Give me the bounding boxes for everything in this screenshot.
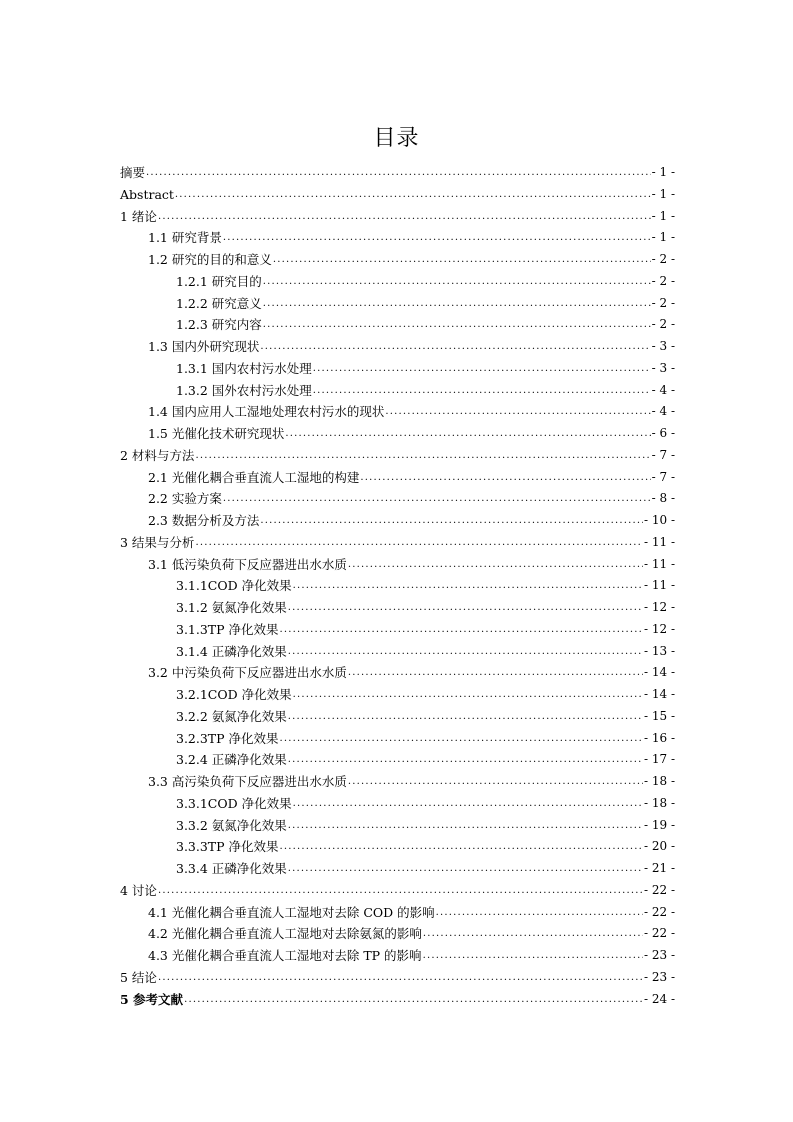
toc-entry[interactable] [120,945,675,967]
toc-dot-leader [223,488,651,510]
toc-entry-label: 1.3 国内外研究现状 [148,339,260,354]
toc-entry[interactable] [120,423,675,445]
toc-entry-page-number: - 20 - [643,839,675,854]
toc-entry-page-number: - 1 - [651,165,675,179]
toc-entry-page-number: - 11 - [643,578,675,593]
toc-entry[interactable] [120,554,675,576]
toc-entry-label: 3.3.2 氨氮净化效果 [176,817,287,833]
toc-entry-label: 1 绪论 [120,208,157,224]
toc-dot-leader [158,206,651,228]
toc-entry-label: 3.2.4 正磷净化效果 [176,752,287,768]
toc-entry-label: 3 结果与分析 [120,534,195,550]
toc-entry-page-number: - 12 - [643,621,675,636]
toc-entry-label: 3.2.1COD 净化效果 [176,687,292,702]
toc-entry[interactable] [120,836,675,858]
toc-dot-leader [293,575,643,597]
toc-entry[interactable] [120,401,675,423]
toc-entry-label: 1.3.1 国内农村污水处理 [176,360,312,376]
toc-dot-leader [195,445,650,467]
toc-entry-label: 1.2.2 研究意义 [176,295,262,311]
toc-dot-leader [273,249,651,271]
toc-entry-page-number: - 7 - [651,447,675,462]
toc-dot-leader [348,662,643,684]
toc-dot-leader [360,467,650,489]
toc-dot-leader [423,945,643,967]
toc-entry[interactable] [120,858,675,880]
toc-dot-leader [288,815,643,837]
toc-entry[interactable] [120,532,675,554]
toc-dot-leader [184,989,643,1011]
toc-entry-label: 1.3.2 国外农村污水处理 [176,382,312,398]
toc-entry-page-number: - 4 - [651,382,675,397]
toc-entry[interactable] [120,967,675,989]
toc-entry[interactable] [120,314,675,336]
toc-entry-page-number: - 3 - [651,360,675,375]
toc-dot-leader [313,358,651,380]
toc-entry-label: 3.1 低污染负荷下反应器进出水水质 [148,556,347,572]
toc-entry[interactable] [120,184,675,206]
toc-entry-page-number: - 11 - [643,534,675,549]
toc-entry-label: 2 材料与方法 [120,447,195,463]
toc-entry-page-number: - 22 - [643,904,675,919]
toc-dot-leader [280,836,643,858]
toc-entry-label: 2.1 光催化耦合垂直流人工湿地的构建 [148,469,360,485]
toc-entry-label: 3.3.1COD 净化效果 [176,795,292,811]
toc-entry[interactable] [120,206,675,228]
toc-entry[interactable] [120,815,675,837]
toc-entry-page-number: - 1 - [651,230,675,245]
toc-dot-leader [158,880,643,902]
toc-entry-label: 1.2.3 研究内容 [176,317,262,333]
toc-dot-leader [436,902,643,924]
toc-entry-page-number: - 17 - [643,752,675,767]
toc-entry-label: 4.1 光催化耦合垂直流人工湿地对去除 COD 的影响 [148,904,435,920]
toc-dot-leader [158,967,643,989]
toc-dot-leader [385,401,650,423]
toc-entry-page-number: - 13 - [643,643,675,658]
toc-entry[interactable] [120,249,675,271]
toc-entry-page-number: - 23 - [643,948,675,962]
toc-entry[interactable] [120,336,675,358]
toc-entry-label: 2.2 实验方案 [148,491,222,507]
toc-dot-leader [263,293,651,315]
toc-dot-leader [263,271,651,293]
toc-entry-page-number: - 2 - [651,273,675,288]
toc-entry[interactable] [120,597,675,619]
toc-dot-leader [280,728,643,750]
toc-entry-label: 1.2.1 研究目的 [176,273,262,289]
toc-entry-label: 5 参考文献 [120,991,184,1007]
toc-entry-page-number: - 1 - [651,208,675,223]
toc-dot-leader [288,706,643,728]
toc-entry[interactable] [120,619,675,641]
toc-entry-page-number: - 22 - [643,926,675,941]
toc-entry[interactable] [120,728,675,750]
toc-entry-page-number: - 21 - [643,861,675,875]
toc-dot-leader [348,771,643,793]
toc-dot-leader [348,554,643,576]
toc-entry-label: 1.4 国内应用人工湿地处理农村污水的现状 [148,404,385,420]
toc-entry-page-number: - 4 - [651,404,675,419]
toc-entry[interactable] [120,771,675,793]
toc-dot-leader [288,749,643,771]
toc-entry-page-number: - 1 - [651,186,675,201]
toc-dot-leader [293,684,643,706]
toc-entry[interactable] [120,162,675,184]
toc-entry-page-number: - 15 - [643,708,675,723]
toc-entry-label: 4.2 光催化耦合垂直流人工湿地对去除氨氮的影响 [148,926,422,942]
page-title: 目录 [373,126,420,151]
toc-entry[interactable] [120,902,675,924]
toc-entry-page-number: - 16 - [643,730,675,745]
toc-entry-page-number: - 12 - [643,600,675,614]
toc-dot-leader [195,532,643,554]
toc-entry-page-number: - 2 - [651,317,675,332]
toc-entry-label: 1.1 研究背景 [148,230,222,246]
toc-entry-label: 3.1.4 正磷净化效果 [176,643,287,659]
toc-entry[interactable] [120,380,675,402]
toc-entry[interactable] [120,641,675,663]
toc-entry-label: 5 结论 [120,969,157,985]
toc-dot-leader [260,336,650,358]
toc-entry-page-number: - 22 - [643,882,675,897]
toc-entry-label: 摘要 [120,165,146,180]
toc-entry[interactable] [120,467,675,489]
toc-entry[interactable] [120,923,675,945]
toc-entry-page-number: - 10 - [643,513,675,527]
toc-dot-leader [423,923,643,945]
toc-entry[interactable] [120,706,675,728]
toc-entry-label: 4.3 光催化耦合垂直流人工湿地对去除 TP 的影响 [148,948,422,963]
toc-entry[interactable] [120,662,675,684]
toc-dot-leader [263,314,651,336]
toc-dot-leader [175,184,651,206]
toc-entry-page-number: - 23 - [643,969,675,984]
toc-entry-page-number: - 3 - [651,339,675,353]
toc-entry-page-number: - 18 - [643,795,675,810]
toc-entry-label: 3.2 中污染负荷下反应器进出水水质 [148,665,347,681]
toc-entry-page-number: - 6 - [651,426,675,440]
toc-entry-page-number: - 19 - [643,817,675,832]
toc-entry-page-number: - 8 - [651,491,675,506]
toc-dot-leader [260,510,643,532]
toc-entry[interactable] [120,510,675,532]
toc-entry-label: 3.3.3TP 净化效果 [176,839,279,855]
toc-entry[interactable] [120,293,675,315]
toc-entry-label: 3.3 高污染负荷下反应器进出水水质 [148,774,347,789]
toc-entry-page-number: - 24 - [643,991,675,1006]
toc-entry-label: 3.1.3TP 净化效果 [176,621,279,637]
toc-entry-page-number: - 7 - [651,469,675,484]
toc-entry[interactable] [120,749,675,771]
toc-entry-label: 3.2.3TP 净化效果 [176,730,279,746]
toc-dot-leader [293,793,643,815]
toc-entry[interactable] [120,358,675,380]
toc-entry[interactable] [120,271,675,293]
toc-entry-label: 1.5 光催化技术研究现状 [148,426,285,441]
toc-entry-label: 2.3 数据分析及方法 [148,513,260,528]
toc-entry-label: Abstract [120,186,174,202]
toc-dot-leader [223,227,651,249]
toc-dot-leader [285,423,650,445]
toc-entry[interactable] [120,227,675,249]
toc-entry-label: 3.1.2 氨氮净化效果 [176,600,287,615]
toc-entry-page-number: - 2 - [651,252,675,266]
toc-dot-leader [313,380,651,402]
toc-dot-leader [288,858,643,880]
toc-entry-page-number: - 11 - [643,556,675,571]
toc-entry[interactable] [120,575,675,597]
toc-entry-page-number: - 18 - [643,774,675,788]
toc-dot-leader [280,619,643,641]
toc-entry-label: 4 讨论 [120,882,157,898]
table-of-contents [120,162,675,1010]
toc-entry[interactable] [120,684,675,706]
toc-entry[interactable] [120,989,675,1011]
toc-entry-label: 3.1.1COD 净化效果 [176,578,292,594]
toc-dot-leader [288,597,643,619]
toc-entry-label: 3.2.2 氨氮净化效果 [176,708,287,724]
toc-dot-leader [288,641,643,663]
toc-entry-page-number: - 14 - [643,687,675,701]
toc-dot-leader [146,162,651,184]
toc-entry[interactable] [120,880,675,902]
toc-entry-label: 1.2 研究的目的和意义 [148,252,272,267]
toc-entry-page-number: - 2 - [651,295,675,310]
toc-entry-label: 3.3.4 正磷净化效果 [176,861,287,876]
toc-entry[interactable] [120,793,675,815]
toc-entry[interactable] [120,445,675,467]
toc-entry[interactable] [120,488,675,510]
toc-entry-page-number: - 14 - [643,665,675,680]
